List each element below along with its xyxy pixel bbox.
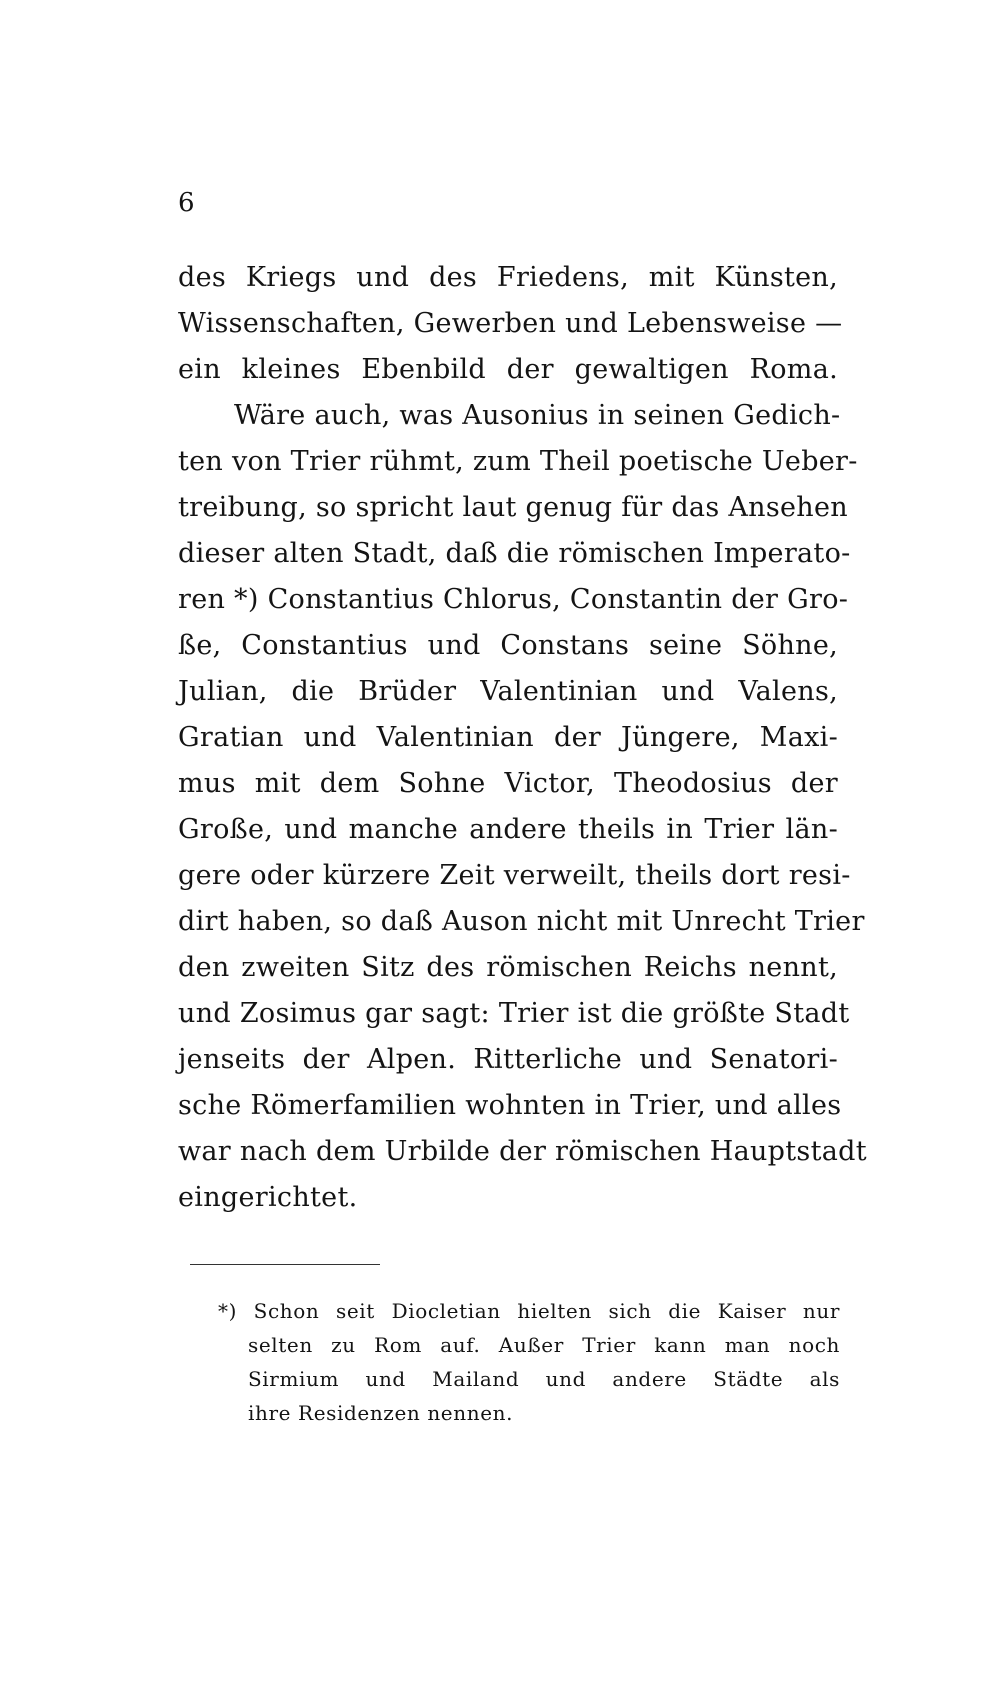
text-line: den zweiten Sitz des römischen Reichs nennt, — [178, 952, 838, 983]
footnote-line: selten zu Rom auf. Außer Trier kann man noch — [248, 1333, 840, 1357]
text-line: dirt haben, so daß Auson nicht mit Unrecht Trier — [178, 906, 865, 937]
text-line: sche Römerfamilien wohnten in Trier, und alles — [178, 1090, 842, 1121]
text-line: ein kleines Ebenbild der gewaltigen Roma. — [178, 354, 838, 385]
text-line: und Zosimus gar sagt: Trier ist die größte Stadt — [178, 998, 850, 1029]
text-line: Wissenschaften, Gewerben und Lebensweise — — [178, 308, 843, 339]
text-line: des Kriegs und des Friedens, mit Künsten, — [178, 262, 838, 293]
text-line: mus mit dem Sohne Victor, Theodosius der — [178, 768, 838, 799]
footnote-line: Sirmium und Mailand und andere Städte als — [248, 1367, 840, 1391]
text-line: ten von Trier rühmt, zum Theil poetische Ueber- — [178, 446, 858, 477]
footnote-line: ihre Residenzen nennen. — [248, 1401, 514, 1425]
text-line: Große, und manche andere theils in Trier län- — [178, 814, 838, 845]
footnote-divider — [190, 1264, 380, 1265]
text-line: dieser alten Stadt, daß die römischen Imperato- — [178, 538, 851, 569]
text-line: eingerichtet. — [178, 1182, 358, 1213]
footnote — [218, 1294, 840, 1430]
footnote-line: *) Schon seit Diocletian hielten sich die Kaiser nur — [218, 1299, 840, 1323]
text-line: ße, Constantius und Constans seine Söhne, — [178, 630, 838, 661]
page-number: 6 — [178, 188, 195, 218]
text-line: Gratian und Valentinian der Jüngere, Maxi- — [178, 722, 838, 753]
text-line: war nach dem Urbilde der römischen Hauptstadt — [178, 1136, 867, 1167]
text-line: jenseits der Alpen. Ritterliche und Senatori- — [178, 1044, 838, 1075]
text-line: Wäre auch, was Ausonius in seinen Gedich- — [234, 400, 841, 431]
text-line: treibung, so spricht laut genug für das Ansehen — [178, 492, 848, 523]
text-line: ren *) Constantius Chlorus, Constantin der Gro- — [178, 584, 849, 615]
text-line: Julian, die Brüder Valentinian und Valens, — [178, 676, 838, 707]
text-line: gere oder kürzere Zeit verweilt, theils dort resi- — [178, 860, 851, 891]
body-text — [178, 255, 867, 1221]
